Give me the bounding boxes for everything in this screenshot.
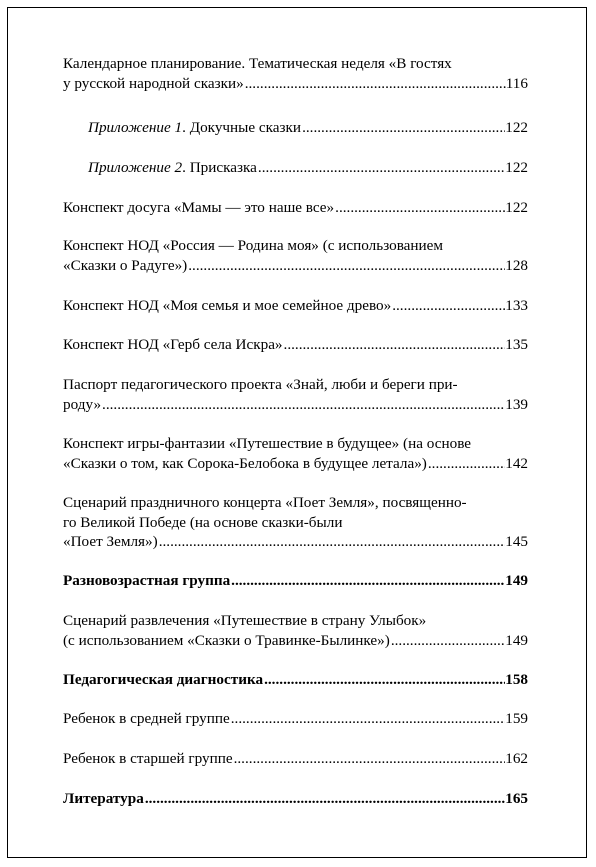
leader-dots [391, 296, 505, 316]
toc-section-pedagogical-diagnostics[interactable] [63, 670, 528, 690]
leader-dots [233, 749, 506, 769]
leader-dots [244, 74, 506, 94]
leader-dots [334, 198, 505, 218]
toc-entry-title: Конспект досуга «Мамы — это наше все» [63, 199, 335, 216]
leader-dots [283, 335, 506, 355]
toc-entry-appendix-1[interactable] [88, 118, 528, 138]
toc-entry-italic-prefix: Приложение 1 [88, 119, 183, 136]
toc-entry-middle-group-child[interactable] [63, 709, 528, 729]
leader-dots [144, 789, 505, 809]
toc-entry-earth-sings-concert[interactable] [63, 493, 528, 552]
toc-entry-title: (с использованием «Сказки о Травинке-Былинке») [63, 631, 390, 649]
page-number: 165 [505, 790, 528, 807]
toc-entry-nature-project[interactable] [63, 375, 528, 414]
page-number: 133 [505, 297, 528, 314]
toc-section-title: Литература [63, 790, 144, 807]
toc-entry-family-tree[interactable] [63, 296, 528, 316]
page-number: 159 [505, 710, 528, 727]
toc-entry-title: Конспект НОД «Моя семья и мое семейное древо» [63, 297, 392, 314]
leader-dots [301, 118, 505, 138]
page-number: 145 [505, 533, 528, 550]
page-number: 158 [505, 671, 528, 688]
leader-dots [427, 454, 505, 474]
page-number: 122 [505, 119, 528, 136]
toc-entry-title: у русской народной сказки» [63, 74, 244, 92]
toc-section-title: Педагогическая диагностика [63, 671, 264, 688]
toc-section-title: Разновозрастная группа [63, 572, 231, 589]
page-number: 162 [505, 750, 528, 767]
toc-entry-future-journey[interactable] [63, 434, 528, 473]
toc-entry-coat-of-arms[interactable] [63, 335, 528, 355]
toc-section-literature[interactable] [63, 789, 528, 809]
page-number: 135 [505, 336, 528, 353]
page-number: 122 [505, 199, 528, 216]
toc-entry-italic-prefix: Приложение 2 [88, 159, 183, 176]
toc-entry-senior-group-child[interactable] [63, 749, 528, 769]
toc-entry-title: Ребенок в старшей группе [63, 750, 233, 767]
toc-entry-title: роду» [63, 395, 102, 413]
page-number: 122 [505, 159, 528, 176]
toc-entry-title: . Докучные сказки [182, 119, 302, 136]
toc-entry-line: го Великой Победе (на основе сказки-были [63, 513, 343, 531]
page-number: 149 [505, 631, 528, 649]
page-number: 139 [505, 395, 528, 413]
toc-entry-calendar-planning[interactable] [63, 54, 528, 93]
leader-dots [158, 532, 506, 552]
toc-entry-smiles-journey[interactable] [63, 611, 528, 650]
toc-entry-line: Конспект НОД «Россия — Родина моя» (с использованием [63, 237, 444, 254]
toc-entry-line: Сценарий развлечения «Путешествие в страну Улыбок» [63, 612, 427, 629]
leader-dots [187, 256, 505, 276]
page-number: 142 [505, 454, 528, 472]
toc-section-mixed-age-group[interactable] [63, 571, 528, 591]
page-number: 149 [505, 572, 528, 589]
toc-entry-title: . Присказка [182, 159, 257, 176]
toc-entry-mothers-leisure[interactable] [63, 198, 528, 218]
leader-dots [230, 709, 505, 729]
toc-entry-line: Паспорт педагогического проекта «Знай, люби и береги при- [63, 376, 458, 393]
leader-dots [390, 631, 505, 651]
page-number: 116 [505, 74, 528, 92]
leader-dots [257, 158, 505, 178]
toc-entry-title: «Сказки о Радуге») [63, 256, 188, 274]
toc-entry-line: Сценарий праздничного концерта «Поет Земля», посвященно- [63, 494, 467, 511]
toc-entry-line: Конспект игры-фантазии «Путешествие в будущее» (на основе [63, 435, 472, 452]
toc-entry-title: «Поет Земля») [63, 533, 158, 550]
toc-entry-title: «Сказки о том, как Сорока-Белобока в будущее летала») [63, 454, 427, 472]
leader-dots [101, 395, 505, 415]
leader-dots [230, 571, 505, 591]
leader-dots [263, 670, 505, 690]
toc-entry-line: Календарное планирование. Тематическая неделя «В гостях [63, 55, 452, 72]
toc-entry-title: Конспект НОД «Герб села Искра» [63, 336, 283, 353]
page-number: 128 [505, 256, 528, 274]
toc-entry-title: Ребенок в средней группе [63, 710, 230, 727]
toc-entry-russia-motherland[interactable] [63, 236, 528, 275]
toc-entry-appendix-2[interactable] [88, 158, 528, 178]
